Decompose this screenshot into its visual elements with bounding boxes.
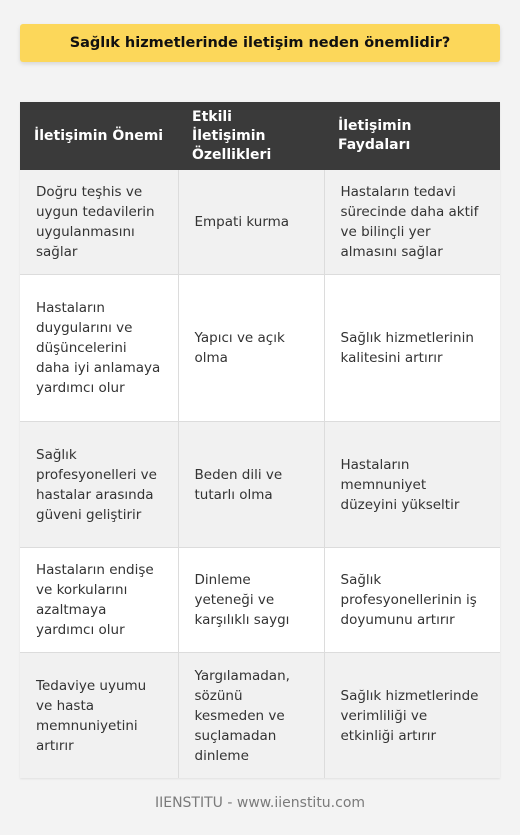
table-header-row: [20, 102, 500, 170]
table-cell: Beden dili ve tutarlı olma: [178, 422, 324, 548]
page-title: Sağlık hizmetlerinde iletişim neden önemlidir?: [69, 35, 451, 51]
table-cell: Yargılamadan, sözünü kesmeden ve suçlamadan dinleme: [178, 653, 324, 779]
info-table-container: [20, 102, 500, 778]
table-cell: Sağlık profesyonelleri ve hastalar arasında güveni geliştirir: [20, 422, 178, 548]
table-cell: Tedaviye uyumu ve hasta memnuniyetini artırır: [20, 653, 178, 779]
table-row: [20, 170, 500, 275]
table-cell: Sağlık hizmetlerinde verimliliği ve etkinliği artırır: [324, 653, 500, 779]
table-cell: Hastaların tedavi sürecinde daha aktif ve bilinçli yer almasını sağlar: [324, 170, 500, 275]
table-cell: Yapıcı ve açık olma: [178, 275, 324, 422]
table-row: [20, 422, 500, 548]
table-cell: Hastaların endişe ve korkularını azaltmaya yardımcı olur: [20, 548, 178, 653]
table-row: [20, 548, 500, 653]
table-cell: Sağlık profesyonellerinin iş doyumunu artırır: [324, 548, 500, 653]
column-header-benefits: İletişimin Faydaları: [324, 102, 500, 170]
column-header-features: Etkili İletişimin Özellikleri: [178, 102, 324, 170]
table-cell: Dinleme yeteneği ve karşılıklı saygı: [178, 548, 324, 653]
column-header-importance: İletişimin Önemi: [20, 102, 178, 170]
footer-credit: IIENSTITU - www.iienstitu.com: [154, 795, 366, 811]
table-cell: Hastaların duygularını ve düşüncelerini daha iyi anlamaya yardımcı olur: [20, 275, 178, 422]
table-row: [20, 275, 500, 422]
table-row: [20, 653, 500, 779]
table-cell: Hastaların memnuniyet düzeyini yükseltir: [324, 422, 500, 548]
table-cell: Sağlık hizmetlerinin kalitesini artırır: [324, 275, 500, 422]
title-banner: [20, 24, 500, 62]
table-cell: Empati kurma: [178, 170, 324, 275]
info-table: [20, 102, 500, 778]
table-cell: Doğru teşhis ve uygun tedavilerin uygulanmasını sağlar: [20, 170, 178, 275]
